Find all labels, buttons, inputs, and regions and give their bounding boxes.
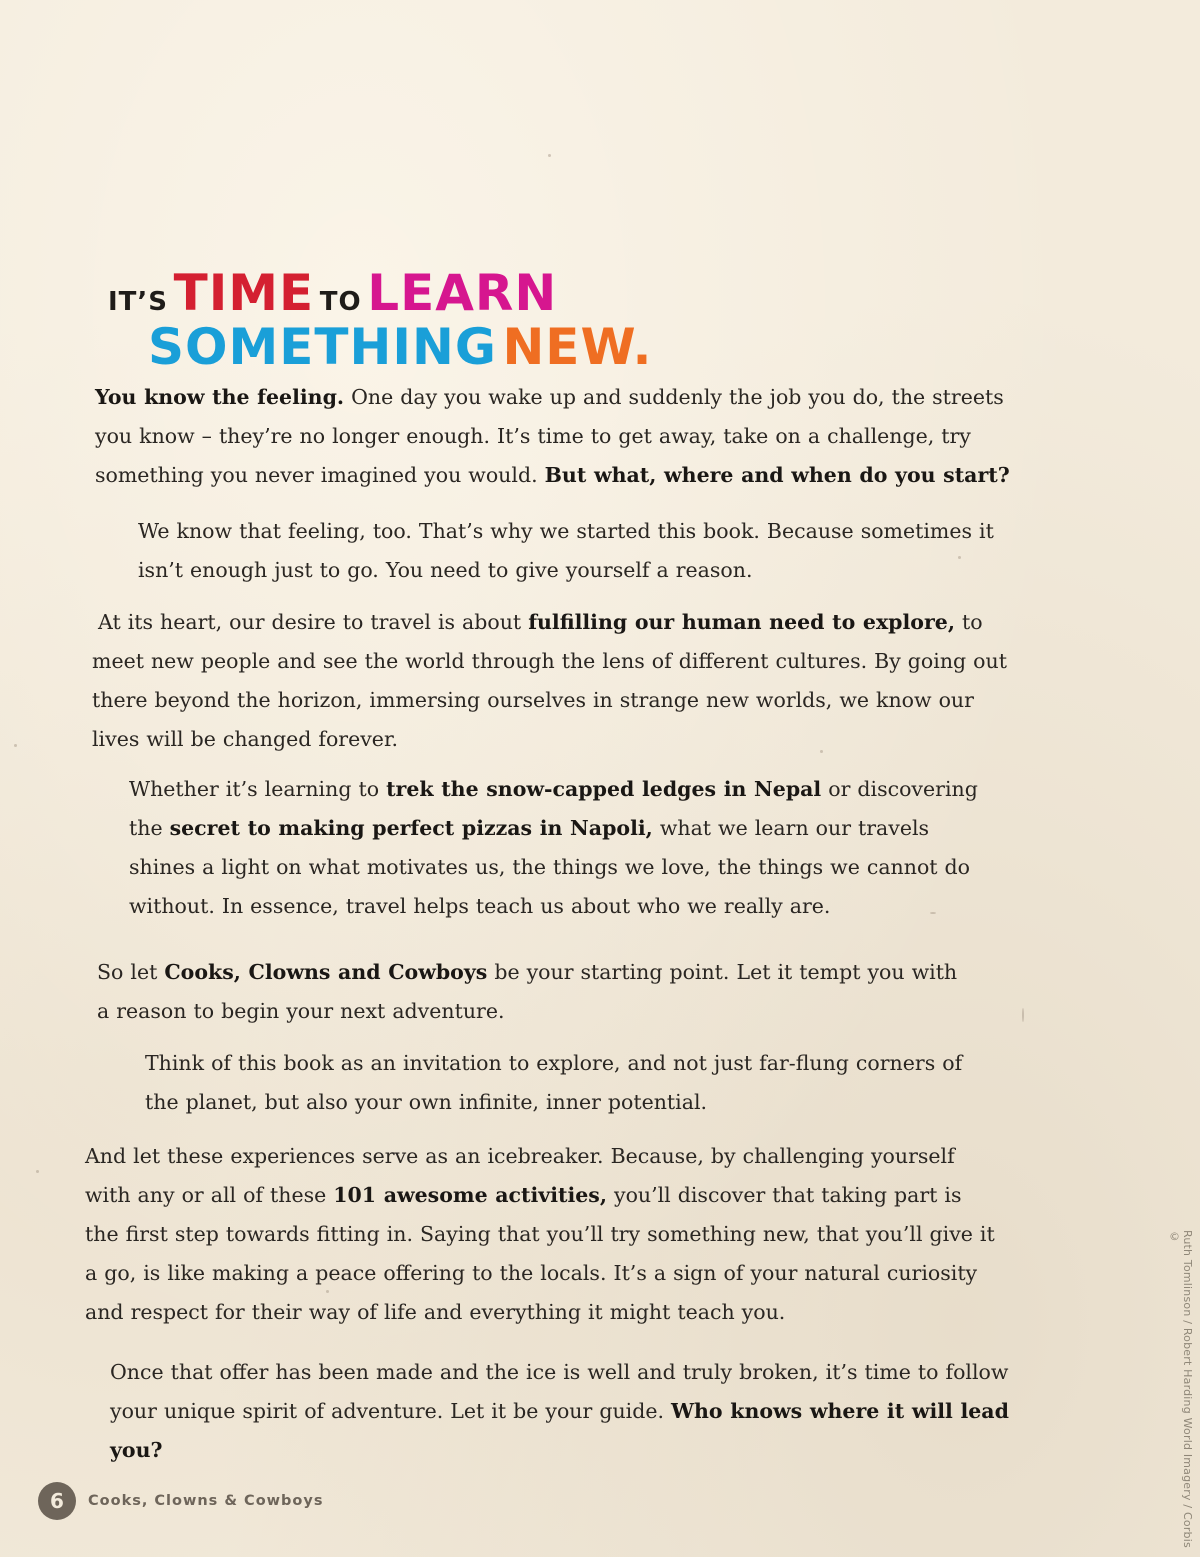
paper-speck: [930, 912, 936, 914]
headline-new: NEW.: [502, 318, 653, 376]
paper-speck: [1022, 1008, 1024, 1022]
paper-speck: [326, 1290, 329, 1293]
headline-to: TO: [319, 287, 362, 317]
paragraph-7-bold-1: 101 awesome activities,: [333, 1183, 607, 1207]
paragraph-4: [129, 770, 997, 926]
paragraph-5-text-2: be your starting point. Let it tempt you with a reason to begin your next adventure.: [97, 960, 958, 1023]
headline-time: TIME: [173, 264, 315, 322]
headline-something: SOMETHING: [148, 318, 497, 376]
headline-learn: LEARN: [367, 264, 558, 322]
page-number: 6: [38, 1482, 76, 1520]
paragraph-8-bold-1: Who knows where it will lead you?: [110, 1399, 1009, 1462]
paragraph-3-text-2: to meet new people and see the world through the lens of different cultures. By going out there beyond the horizon, immersing ourselves in strange new worlds, we know our lives will be changed forever.: [92, 610, 1007, 751]
paper-speck: [36, 1170, 39, 1173]
paragraph-3-bold-1: fulfilling our human need to explore,: [528, 610, 955, 634]
paragraph-4-text-1: Whether it’s learning to: [129, 777, 387, 801]
photo-credit: Ruth Tomlinson / Robert Harding World Imagery / Corbis ©: [1168, 1230, 1194, 1548]
paragraph-3-text-1: At its heart, our desire to travel is about: [98, 610, 529, 634]
headline-line-1: [108, 264, 653, 322]
paragraph-5-bold-1: Cooks, Clowns and Cowboys: [164, 960, 488, 984]
paragraph-7-text-2: you’ll discover that taking part is the first step towards fitting in. Saying that you’ll try something new, that you’ll give it a go, is like making a peace offering to the locals. It’s a sign of your natural curiosity and respect for their way of life and everything it might teach you.: [85, 1183, 995, 1324]
paragraph-6-text-1: Think of this book as an invitation to explore, and not just far-flung corners of the planet, but also your own infinite, inner potential.: [145, 1051, 963, 1114]
headline-line-2: [148, 318, 653, 376]
paragraph-1-bold-2: But what, where and when do you start?: [544, 463, 1010, 487]
paragraph-5-text-1: So let: [97, 960, 165, 984]
paragraph-2: [138, 512, 998, 590]
paragraph-1-bold-1: You know the feeling.: [95, 385, 345, 409]
headline-its: IT’S: [108, 287, 169, 317]
paragraph-4-text-3: what we learn our travels shines a light on what motivates us, the things we love, the things we cannot do without. In essence, travel helps teach us about who we really are.: [129, 816, 971, 918]
paragraph-4-bold-2: secret to making perfect pizzas in Napoli,: [169, 816, 653, 840]
paragraph-6: [145, 1044, 985, 1122]
page-footer: [38, 1481, 323, 1521]
paragraph-8-text-1: Once that offer has been made and the ice is well and truly broken, it’s time to follow your unique spirit of adventure. Let it be your guide.: [110, 1360, 1009, 1423]
paragraph-1-text-1: One day you wake up and suddenly the job you do, the streets you know – they’re no longer enough. It’s time to get away, take on a challenge, try something you never imagined you would.: [95, 385, 1004, 487]
paper-speck: [548, 154, 551, 157]
paragraph-7-text-1: And let these experiences serve as an icebreaker. Because, by challenging yourself with any or all of these: [85, 1144, 955, 1207]
paragraph-4-text-2: or discovering the: [129, 777, 978, 840]
paragraph-4-bold-1: trek the snow-capped ledges in Nepal: [386, 777, 822, 801]
paper-speck: [958, 556, 961, 559]
paper-speck: [14, 744, 17, 747]
paragraph-5: [97, 953, 967, 1031]
paragraph-3: [92, 603, 1007, 759]
footer-book-title: Cooks, Clowns & Cowboys: [88, 1493, 324, 1509]
paragraph-8: [110, 1353, 1045, 1470]
paper-speck: [820, 750, 823, 753]
paragraph-7: [85, 1137, 1000, 1332]
paragraph-2-text-1: We know that feeling, too. That’s why we started this book. Because sometimes it isn’t enough just to go. You need to give yourself a reason.: [138, 519, 994, 582]
paragraph-1: [95, 378, 1010, 495]
headline: [108, 264, 653, 376]
